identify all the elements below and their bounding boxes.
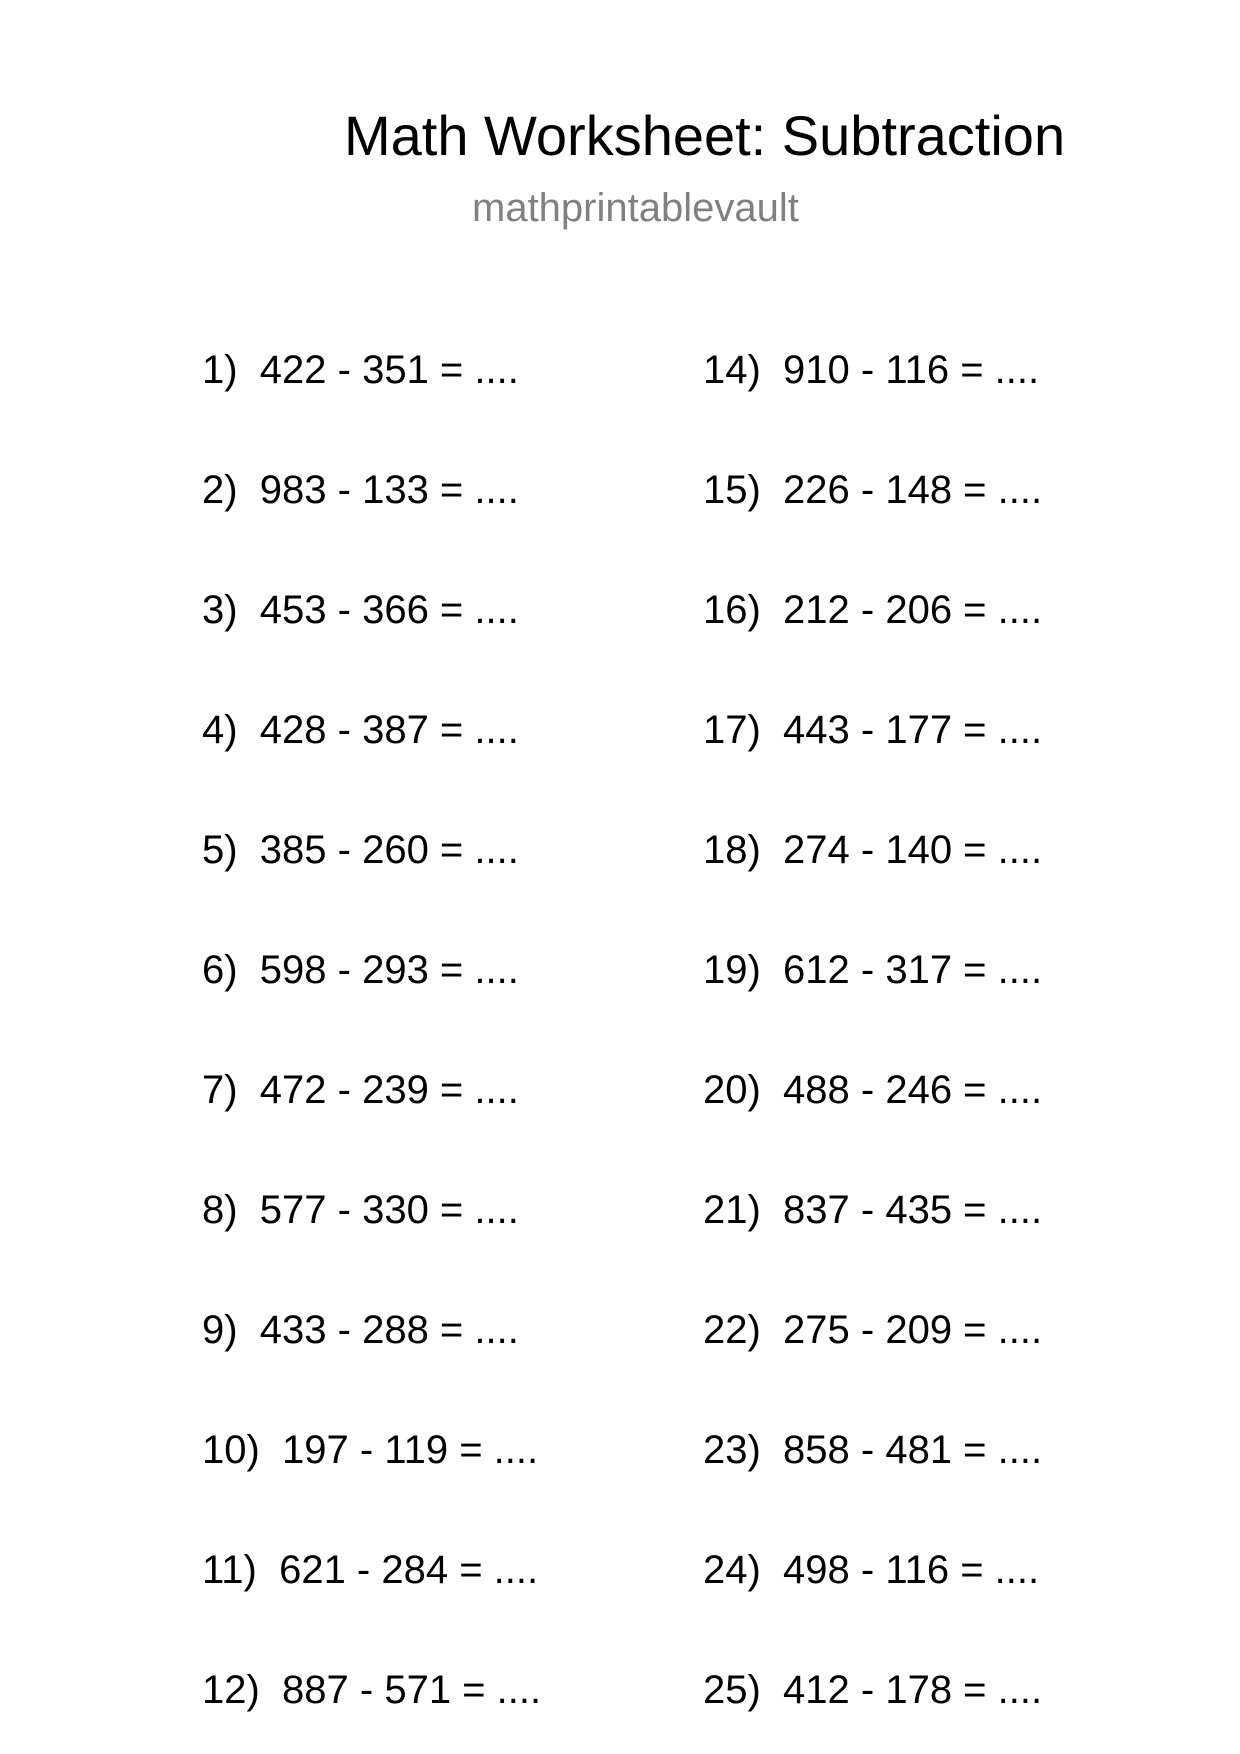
problem-24: 24) 498 - 116 = ....	[703, 1548, 1040, 1592]
problem-17: 17) 443 - 177 = ....	[703, 708, 1043, 752]
problem-10: 10) 197 - 119 = ....	[202, 1428, 539, 1472]
problem-3: 3) 453 - 366 = ....	[202, 588, 519, 632]
problem-11: 11) 621 - 284 = ....	[202, 1548, 539, 1592]
problem-9: 9) 433 - 288 = ....	[202, 1308, 519, 1352]
problem-4: 4) 428 - 387 = ....	[202, 708, 519, 752]
problem-6: 6) 598 - 293 = ....	[202, 948, 519, 992]
worksheet-title: Math Worksheet: Subtraction	[344, 104, 1066, 167]
problem-8: 8) 577 - 330 = ....	[202, 1188, 519, 1232]
worksheet-source: mathprintablevault	[472, 186, 799, 230]
problem-7: 7) 472 - 239 = ....	[202, 1068, 519, 1112]
problem-14: 14) 910 - 116 = ....	[703, 348, 1040, 392]
problem-16: 16) 212 - 206 = ....	[703, 588, 1043, 632]
problem-5: 5) 385 - 260 = ....	[202, 828, 519, 872]
problem-18: 18) 274 - 140 = ....	[703, 828, 1043, 872]
problem-1: 1) 422 - 351 = ....	[202, 348, 519, 392]
problem-25: 25) 412 - 178 = ....	[703, 1668, 1043, 1712]
problem-23: 23) 858 - 481 = ....	[703, 1428, 1043, 1472]
problem-19: 19) 612 - 317 = ....	[703, 948, 1043, 992]
problem-12: 12) 887 - 571 = ....	[202, 1668, 542, 1712]
problem-15: 15) 226 - 148 = ....	[703, 468, 1043, 512]
problem-2: 2) 983 - 133 = ....	[202, 468, 519, 512]
problem-21: 21) 837 - 435 = ....	[703, 1188, 1043, 1232]
problem-20: 20) 488 - 246 = ....	[703, 1068, 1043, 1112]
problem-22: 22) 275 - 209 = ....	[703, 1308, 1043, 1352]
